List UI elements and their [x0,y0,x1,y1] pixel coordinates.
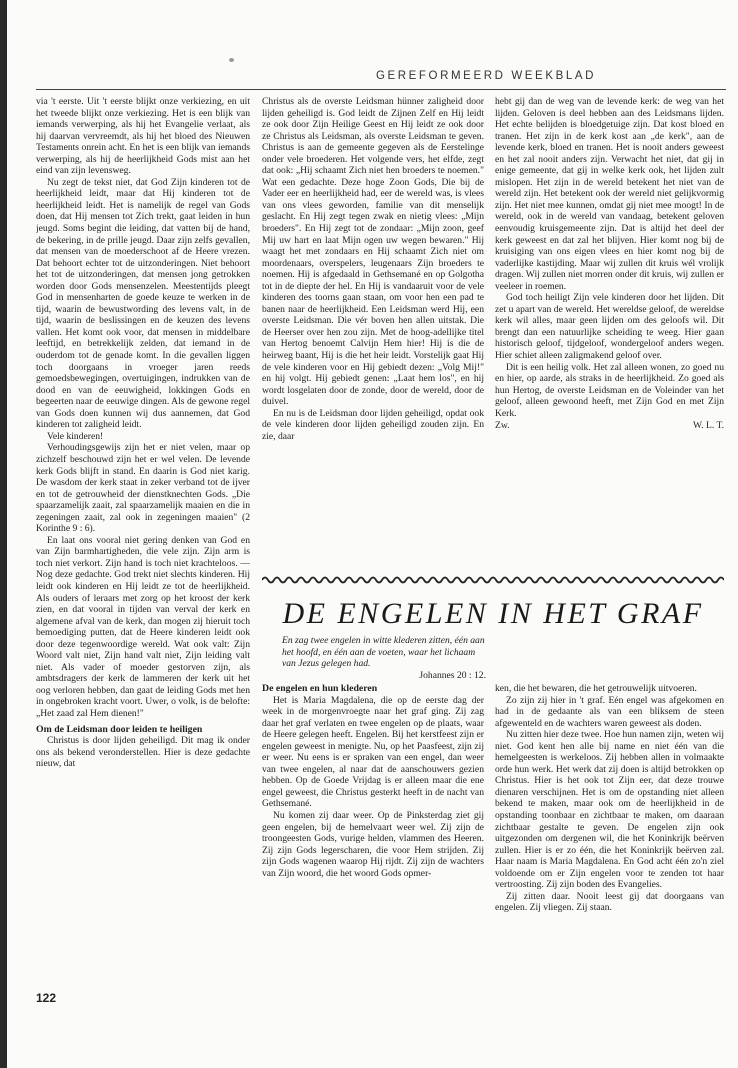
paragraph: ken, die het bewaren, die het getrouwelijk uitvoeren. [495,683,697,694]
running-header: GEREFORMEERD WEEKBLAD [375,70,597,82]
signature-line [495,420,724,432]
paragraph: Verhoudingsgewijs zijn het er niet velen, maar op zichzelf beschouwd zijn het er wel velen. De levende kerk Gods blijft in stand. En daarin is God niet karig. De wasdom der kerk staat in zeker verband tot de ijver en tot de getrouwheid der dienstknechten Gods. „Die spaarzamelijk zaait, zal spaarzamelijk maaien en die in zegeningen zaait, zal ook in zegeningen maaien" (2 Korinthe 9 : 6). [36,442,250,535]
signature-initials: W. L. T. [692,420,724,432]
page-number: 122 [36,991,57,1005]
column-left [36,96,250,971]
epigraph [282,635,486,681]
column-middle [262,96,484,540]
article-column-right [495,683,724,1008]
paragraph: Het is Maria Magdalena, die op de eerste dag der week in de morgenvroegte naar het graf ging. Zij zag daar het graf verlaten en twee engelen op de plaats, waar de Heere gelegen heeft. Engelen. Bij het kerstfeest zijn er engelen geweest in menigte. Nu, op het Paasfeest, zijn zij er weer. Nu eens is er spraken van een engel, dan weer van twee engelen, al naar dat de aanschouwers gezien hebben. Op de Goede Vrijdag is er alleen maar die ene engel geweest, die Christus gesterkt heeft in de nacht van Gethsemané. [262,694,484,810]
wave-divider [262,575,724,585]
column-right [495,96,724,544]
paragraph: Christus is door lijden geheiligd. Dit mag ik onder ons als bekend veronderstellen. Hier is deze gedachte nieuw, dat [36,735,250,770]
section-heading: De engelen en hun klederen [262,683,378,694]
paragraph: Zij zitten daar. Nooit leest gij dat doorgaans van engelen. Zij vliegen. Zij staan. [495,890,724,914]
paragraph: Dit is een heilig volk. Het zal alleen wonen, zo goed nu en hier, op aarde, als straks in de heerlijkheid. Zo goed als hun Hertog, de overste Leidsman en de Voleinder van het geloof, alleen gewoond heeft, met Zijn God en met Zijn Kerk. [495,361,724,419]
paragraph: Nu zitten hier deze twee. Hoe hun namen zijn, weten wij niet. God kent hen alle bij name en niet één van die hemelgeesten is werkeloos. Zij hebben allen in volmaakte orde hun werk. Het werk dat zij doen is altijd betrokken op Christus. Hier is het ook tot Zijn eer, dat deze trouwe dienaren verschijnen. Het is om de opstanding niet alleen bekend te maken, maar ook om de heerlijkheid in de opstanding toonbaar en zichtbaar te maken, om daaraan zichtbaar gestalte te geven. De engelen zijn ook uitgezonden om dergenen wil, die het Koninkrijk beërven zullen. Hier is er zo één, die het Koninkrijk beërven zal. Haar naam is Maria Magdalena. En God acht één zo'n ziel voldoende om er Zijn engelen voor te zenden tot haar vertroosting. Zij zijn boden des Evangelies. [495,729,724,891]
paragraph: Christus als de overste Leidsman hünner zaligheid door lijden geheiligd is. God leidt de Zijnen Zelf en Hij leidt ze ook door Zijn Heilige Geest en Hij leidt ze ook door ze Christus als Leidsman, als overste Leidsman te geven. Christus is aan de gemeente gegeven als de Eerstelinge onder vele broederen. Het volgende vers, het elfde, zegt dat ook: „Hij schaamt Zich niet hen broeders te noemen." Wat een gedachte. Deze hoge Zoon Gods, Die bij de Vader eer en heerlijkheid had, eer de wereld was, is vlees van ons vlees geworden, familie van dit menselijk geslacht. En Hij zegt tegen zwak en nietig vlees: „Mijn broeders". En Hij zegt tot de zondaar: „Mijn zoon, geef Mij uw hart en laat Mijn ogen uw wegen bewaren." Hij waagt het met zondaars en Hij schaamt Zich niet om moordenaars, overspelers, leugenaars Zijn broeders te noemen. Hij is afgedaald in Gethsemané en op Golgotha tot in de diepte der hel. En Hij is vandaaruit voor de vele kinderen des toorns gaan staan, om voor hen een pad te banen naar de heerlijkheid. Een Leidsman werd Hij, een overste Leidsman. Die vér boven hen allen uitstak. Die de Heerser over hen zou zijn. Met de hoog-adellijke titel van Hertog benoemt Calvijn Hem hier! Hij is die de heirweg baant, Hij is die het heir leidt. Vorstelijk gaat Hij de vele kinderen voor en Hij gebiedt dezen: „Volg Mij!" en hij volgt. Hij gebiedt genen: „Laat hem los", en hij wordt losgelaten door de zonde, door de wereld, door de duivel. [262,96,484,408]
header-rule [36,89,726,90]
paragraph: Nu komen zij daar weer. Op de Pinksterdag ziet gij geen engelen, bij de hemelvaart weer wel. Zij zijn de troongeesten Gods, vurige helden, vlammen des Heeren. Zij zijn Gods legerscharen, die voor Hem strijden. Zij zijn Gods wagenen waarop Hij rijdt. Zij zijn de wachters van Zijn woord, die het woord Gods opmer- [262,810,484,879]
section-heading: Om de Leidsman door leiden te heiligen [36,723,203,735]
paragraph: Zo zijn zij hier in 't graf. Eén engel was afgekomen en had in de gedaante als van een bliksem de steen afgewenteld en de wachters waren geweest als doden. [495,694,724,729]
paper-speck [229,58,234,62]
paragraph: hebt gij dan de weg van de levende kerk: de weg van het lijden. Geloven is deel hebben aan des Leidsmans lijden. Het echte belijden is bloedgetuige zijn. Dat kost bloed en tranen. Het zijn in de kerk kost aan „de kerk", aan de levende kerk, bloed en tranen. Het is nooit anders geweest en het zal nooit anders zijn. Verwacht het niet, dat gij in enige gemeente, dat gij in welke kerk ook, het lijden zult mislopen. Het zijn in de wereld betekent het niet van de wereld zijn. Het betekent ook der wereld niet gelijkvormig zijn. Het niet mee kunnen, omdat gij niet mee moogt! In de wereld, ook in de wereld van vandaag, betekent geloven eenvoudig kruisgemeente zijn. Dat is altijd het deel der kerk geweest en dat zal het blijven. Hier komt nog bij de kruisiging van ons eigen vlees en hier komt nog bij de vaderlijke kastijding. Maar wij zullen dit kruis wél vrolijk dragen. Wij zullen niet morren onder dit kruis, wij zullen er veeleer in roemen. [495,96,724,292]
epigraph-text: En zag twee engelen in witte klederen zitten, één aan het hoofd, en één aan de voeten, waar het lichaam van Jezus gelegen had. [282,635,485,669]
epigraph-reference: Johannes 20 : 12. [419,669,486,681]
paragraph: God toch heiligt Zijn vele kinderen door het lijden. Dit zet u apart van de wereld. Het wereldse geloof, de wereldse kerk wil alles, maar geen lijden om des geloofs wil. Dit brengt dan een natuurlijke scheiding te weeg. Hier gaan historisch geloof, tijdgeloof, wondergeloof anders wegen. Hier schiet alleen zaligmakend geloof over. [495,292,724,362]
paragraph: Nu zegt de tekst niet, dat God Zijn kinderen tot de heerlijkheid leidt, maar dat Hij kinderen tot de heerlijkheid leidt. Het is namelijk de regel van Gods doen, dat Hij mensen tot Zich trekt, gaat leiden in hun jeugd. Soms begint die leiding, dat vatten bij de hand, de bekering, in de prille jeugd. Daar zijn zelfs gevallen, dat mensen van de moederschoot af de Heere vrezen. Dat behoort echter tot de uitzonderingen. Niet behoort het tot de uitzonderingen, dat mensen jong getrokken worden door Gods mensenzelen. Meestentijds pleegt God in mensenharten de goede keuze te werken in de tijd, waarin de bewustwording des levens valt, in de tijd, waarin de beslissingen en de keuzen des levens vallen. Het komt ook voor, dat mensen in middelbare leeftijd, en betrekkelijk zelden, dat iemand in de ouderdom tot de genade komt. In die gevallen liggen toch doorgaans in vroeger jaren reeds gemoedsbewegingen, overtuigingen, indrukken van de dood en van de eeuwigheid, lokkingen Gods en begeerten naar de eeuwige dingen. Als de gewone regel van Gods doen kunnen wij dus aannemen, dat God kinderen tot zaligheid leidt. [36,176,250,431]
article-column-left [262,683,484,1008]
paragraph: En laat ons vooral niet gering denken van God en van Zijn barmhartigheden, die vele zijn. Zijn arm is toch niet verkort. Zijn hand is toch niet krachteloos. — Nog deze gedachte. God trekt niet slechts kinderen. Hij leidt ook kinderen en Hij leidt ze tot de heerlijkheid. Als ouders of leraars met zorg op het kroost der kerk zien, en dat vooral in tijden van verval der kerk en algemene afval van de kerk, dan mogen zij hieruit toch bemoediging putten, dat de Heere kinderen leidt ook door deze tegenwoordige wereld. Wat ook valt: Zijn Woord valt niet, Zijn hand valt niet, Zijn leiding valt niet. Als vader of moeder gestorven zijn, als ambtsdragers der kerk de lammeren der kerk uit het oog verloren hebben, dan gaat de leiding Gods met hen in ongebroken kracht voort. Uwer, o volk, is de belofte: „Het zaad zal Hem dienen!" [36,534,250,719]
page-spine-shadow [0,0,7,1068]
signature-place: Zw. [495,420,510,432]
paragraph: Vele kinderen! [47,430,104,442]
article-title: DE ENGELEN IN HET GRAF [282,597,704,630]
paragraph: En nu is de Leidsman door lijden geheiligd, opdat ook de vele kinderen door lijden geheiligd zouden zijn. En zie, daar [262,407,484,442]
paragraph: via 't eerste. Uit 't eerste blijkt onze verkiezing, en uit het tweede blijkt onze verkiezing. Het is een blijk van iemands verwerping, als hij het Evangelie verlaat, als hij daarvan vervreemdt, als hij het bloed des Nieuwen Testaments onrein acht. En het is een blijk van iemands verwerping, als hij de heerlijkheid Gods mist aan het eind van zijn levensweg. [36,96,250,177]
